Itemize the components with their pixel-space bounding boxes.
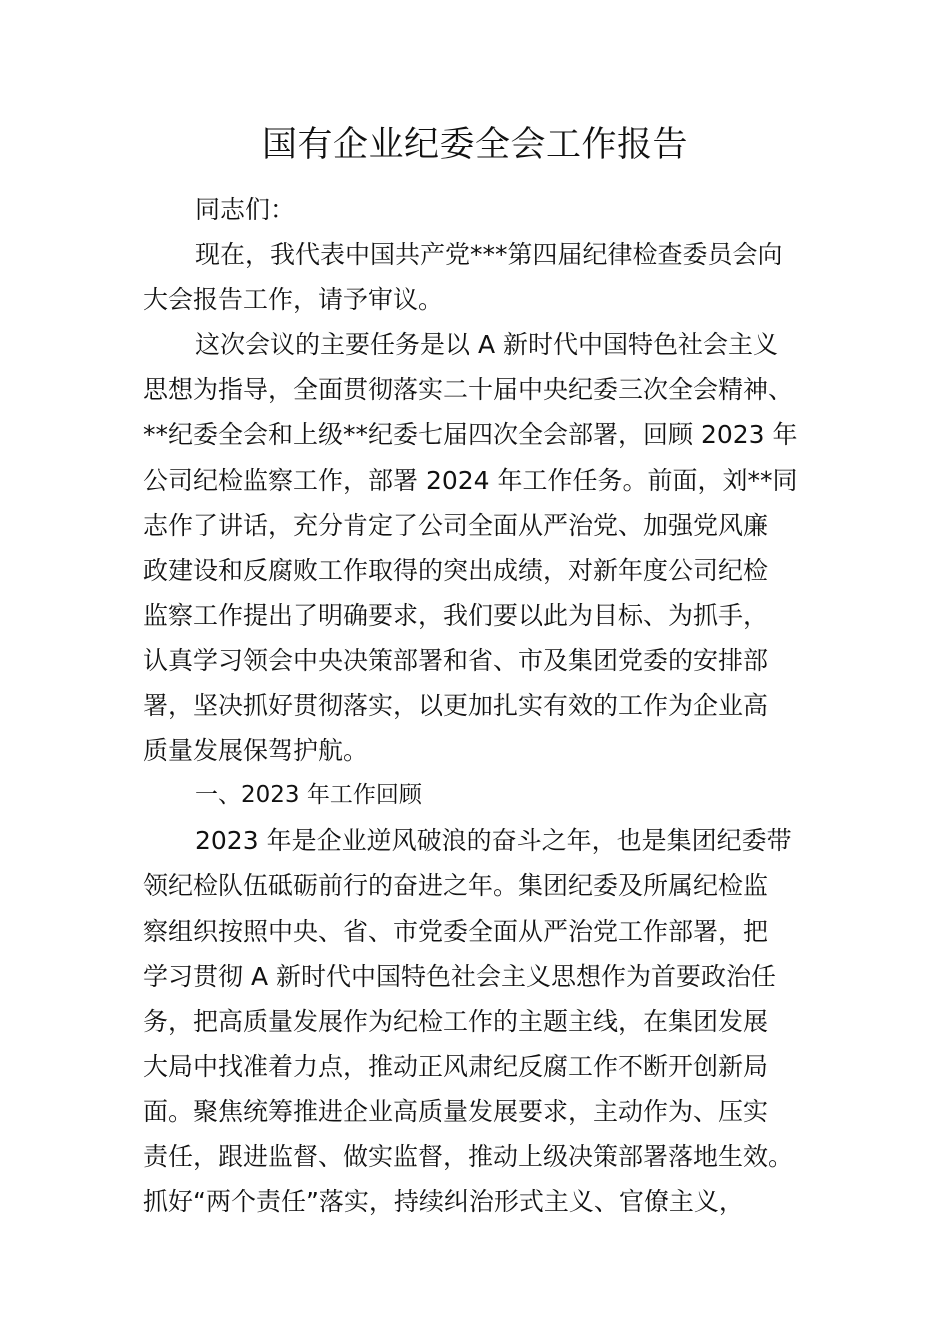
document-title: 国有企业纪委全会工作报告	[261, 125, 688, 165]
paragraph-line: 现在，我代表中国共产党***第四届纪律检查委员会向	[195, 240, 783, 270]
section-heading: 一、2023 年工作回顾	[195, 782, 422, 809]
paragraph-line: **纪委全会和上级**纪委七届四次全会部署，回顾 2023 年	[143, 420, 798, 450]
paragraph-line: 政建设和反腐败工作取得的突出成绩，对新年度公司纪检	[143, 555, 769, 585]
paragraph-line: 认真学习领会中央决策部署和省、市及集团党委的安排部	[143, 645, 769, 675]
paragraph-line: 务，把高质量发展作为纪检工作的主题主线，在集团发展	[143, 1006, 769, 1036]
paragraph-line: 学习贯彻 A 新时代中国特色社会主义思想作为首要政治任	[143, 961, 776, 991]
salutation-line: 同志们：	[195, 195, 296, 224]
paragraph-line: 2023 年是企业逆风破浪的奋斗之年，也是集团纪委带	[195, 826, 792, 856]
paragraph-line: 质量发展保驾护航。	[143, 736, 369, 766]
paragraph-line: 思想为指导，全面贯彻落实二十届中央纪委三次全会精神、	[143, 375, 794, 405]
paragraph-line: 志作了讲话，充分肯定了公司全面从严治党、加强党风廉	[143, 510, 769, 540]
paragraph-line: 抓好“两个责任”落实，持续纠治形式主义、官僚主义，	[143, 1187, 744, 1217]
paragraph-line: 察组织按照中央、省、市党委全面从严治党工作部署，把	[143, 916, 769, 946]
paragraph-line: 署，坚决抓好贯彻落实，以更加扎实有效的工作为企业高	[143, 691, 769, 721]
paragraph-line: 大局中找准着力点，推动正风肃纪反腐工作不断开创新局	[143, 1051, 769, 1081]
document-body	[143, 187, 808, 1224]
paragraph-line: 这次会议的主要任务是以 A 新时代中国特色社会主义	[195, 330, 778, 360]
paragraph-line: 面。聚焦统筹推进企业高质量发展要求，主动作为、压实	[143, 1096, 769, 1126]
paragraph-line: 责任，跟进监督、做实监督，推动上级决策部署落地生效。	[143, 1141, 794, 1171]
paragraph-line: 领纪检队伍砥砺前行的奋进之年。集团纪委及所属纪检监	[143, 871, 769, 901]
paragraph-line: 监察工作提出了明确要求，我们要以此为目标、为抓手，	[143, 600, 769, 630]
paragraph-line: 公司纪检监察工作，部署 2024 年工作任务。前面，刘**同	[143, 465, 798, 495]
paragraph-line: 大会报告工作，请予审议。	[143, 285, 444, 315]
